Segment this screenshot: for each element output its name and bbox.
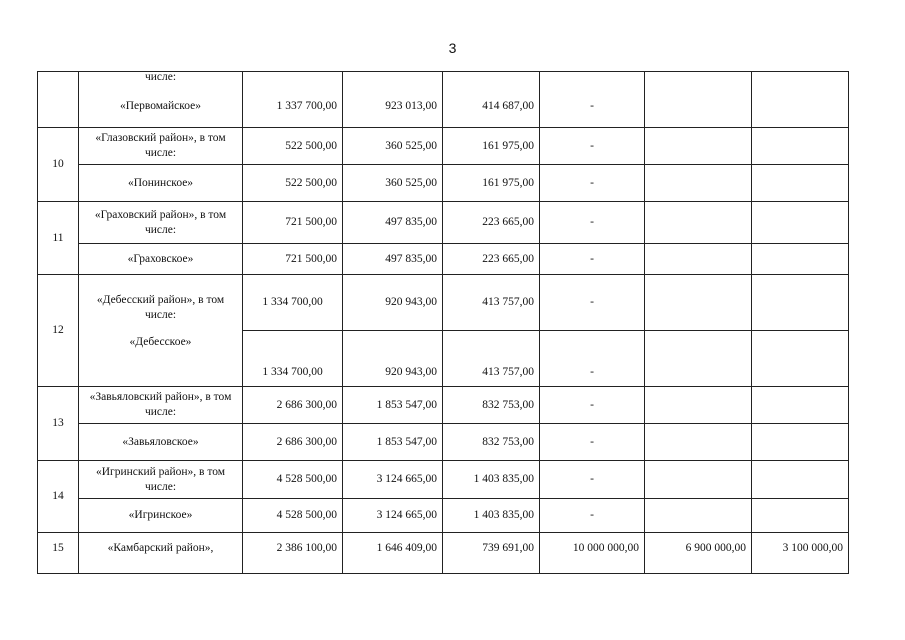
settlement-name (79, 72, 243, 128)
value-cell (752, 499, 849, 533)
value-cell: - (540, 387, 645, 424)
value-cell: 3 124 665,00 (343, 461, 443, 499)
table-row (38, 533, 849, 574)
value-cell: 1 403 835,00 (443, 461, 540, 499)
value-cell: 522 500,00 (243, 128, 343, 165)
district-name: «Камбарский район», (79, 533, 243, 574)
name-line: «Первомайское» (119, 100, 202, 112)
value-cell: - (540, 128, 645, 165)
settlement-name: «Дебесское» (129, 336, 192, 348)
value-cell: 721 500,00 (243, 244, 343, 275)
settlement-name: «Понинское» (79, 165, 243, 202)
row-number: 11 (38, 202, 79, 275)
value-cell: 413 757,00 (443, 275, 540, 331)
value-cell (645, 72, 752, 128)
value-cell: 161 975,00 (443, 165, 540, 202)
value-cell: 2 386 100,00 (243, 533, 343, 574)
table-row (38, 424, 849, 461)
value-cell (752, 387, 849, 424)
value-cell (752, 331, 849, 387)
value-cell (752, 128, 849, 165)
value-cell: - (540, 72, 645, 128)
value-cell: 3 124 665,00 (343, 499, 443, 533)
value-cell (752, 424, 849, 461)
page-number: 3 (448, 40, 457, 56)
value-cell: - (540, 165, 645, 202)
value-cell (645, 331, 752, 387)
value-cell: 923 013,00 (343, 72, 443, 128)
value-cell: 223 665,00 (443, 244, 540, 275)
value-cell (645, 424, 752, 461)
value-cell: 414 687,00 (443, 72, 540, 128)
table-row (38, 387, 849, 424)
district-name (79, 275, 243, 387)
value-cell: 10 000 000,00 (540, 533, 645, 574)
table-row (38, 165, 849, 202)
value-cell: 1 334 700,00 (243, 275, 343, 331)
row-number (38, 72, 79, 128)
settlement-name: «Игринское» (79, 499, 243, 533)
value-cell: 360 525,00 (343, 128, 443, 165)
value-cell (645, 275, 752, 331)
value-cell: 497 835,00 (343, 244, 443, 275)
value-cell: - (540, 244, 645, 275)
district-name: «Завьяловский район», в том числе: (79, 387, 243, 424)
value-cell (645, 461, 752, 499)
value-cell (752, 202, 849, 244)
value-cell: 522 500,00 (243, 165, 343, 202)
value-cell (645, 244, 752, 275)
district-name: «Игринский район», в том числе: (79, 461, 243, 499)
value-cell: 721 500,00 (243, 202, 343, 244)
value-cell (752, 275, 849, 331)
value-cell: 497 835,00 (343, 202, 443, 244)
value-cell: 1 403 835,00 (443, 499, 540, 533)
value-cell: - (540, 275, 645, 331)
settlement-name: «Граховское» (79, 244, 243, 275)
budget-table (37, 71, 849, 574)
value-cell: 1 853 547,00 (343, 387, 443, 424)
value-cell: 4 528 500,00 (243, 461, 343, 499)
table-row (38, 461, 849, 499)
value-cell: 2 686 300,00 (243, 424, 343, 461)
value-cell: - (540, 331, 645, 387)
table-row (38, 499, 849, 533)
value-cell: 920 943,00 (343, 275, 443, 331)
value-cell (645, 202, 752, 244)
value-cell: 161 975,00 (443, 128, 540, 165)
table-row (38, 275, 849, 331)
table-row (38, 72, 849, 128)
value-cell (645, 165, 752, 202)
district-name: «Граховский район», в том числе: (79, 202, 243, 244)
value-cell: 1 334 700,00 (243, 331, 343, 387)
value-cell: 832 753,00 (443, 424, 540, 461)
row-number: 14 (38, 461, 79, 533)
value-cell (752, 72, 849, 128)
value-cell: 1 646 409,00 (343, 533, 443, 574)
value-cell: 360 525,00 (343, 165, 443, 202)
value-cell: 4 528 500,00 (243, 499, 343, 533)
settlement-name: «Завьяловское» (79, 424, 243, 461)
value-cell (752, 461, 849, 499)
row-number: 12 (38, 275, 79, 387)
value-cell: - (540, 461, 645, 499)
value-cell (752, 244, 849, 275)
row-number: 15 (38, 533, 79, 574)
table-row (38, 244, 849, 275)
value-cell: 1 337 700,00 (243, 72, 343, 128)
district-name: «Глазовский район», в том числе: (79, 128, 243, 165)
value-cell: 920 943,00 (343, 331, 443, 387)
name-line-cut: числе: (144, 71, 177, 83)
value-cell: 832 753,00 (443, 387, 540, 424)
value-cell (645, 128, 752, 165)
district-name-text: «Дебесский район», в том числе: (96, 294, 225, 321)
value-cell (645, 499, 752, 533)
table-row (38, 128, 849, 165)
table-row (38, 202, 849, 244)
value-cell: 739 691,00 (443, 533, 540, 574)
value-cell: - (540, 202, 645, 244)
value-cell: 1 853 547,00 (343, 424, 443, 461)
value-cell: 6 900 000,00 (645, 533, 752, 574)
value-cell (752, 165, 849, 202)
value-cell: - (540, 499, 645, 533)
row-number: 13 (38, 387, 79, 461)
value-cell: 413 757,00 (443, 331, 540, 387)
value-cell: 223 665,00 (443, 202, 540, 244)
row-number: 10 (38, 128, 79, 202)
value-cell: 2 686 300,00 (243, 387, 343, 424)
value-cell: 3 100 000,00 (752, 533, 849, 574)
value-cell: - (540, 424, 645, 461)
value-cell (645, 387, 752, 424)
